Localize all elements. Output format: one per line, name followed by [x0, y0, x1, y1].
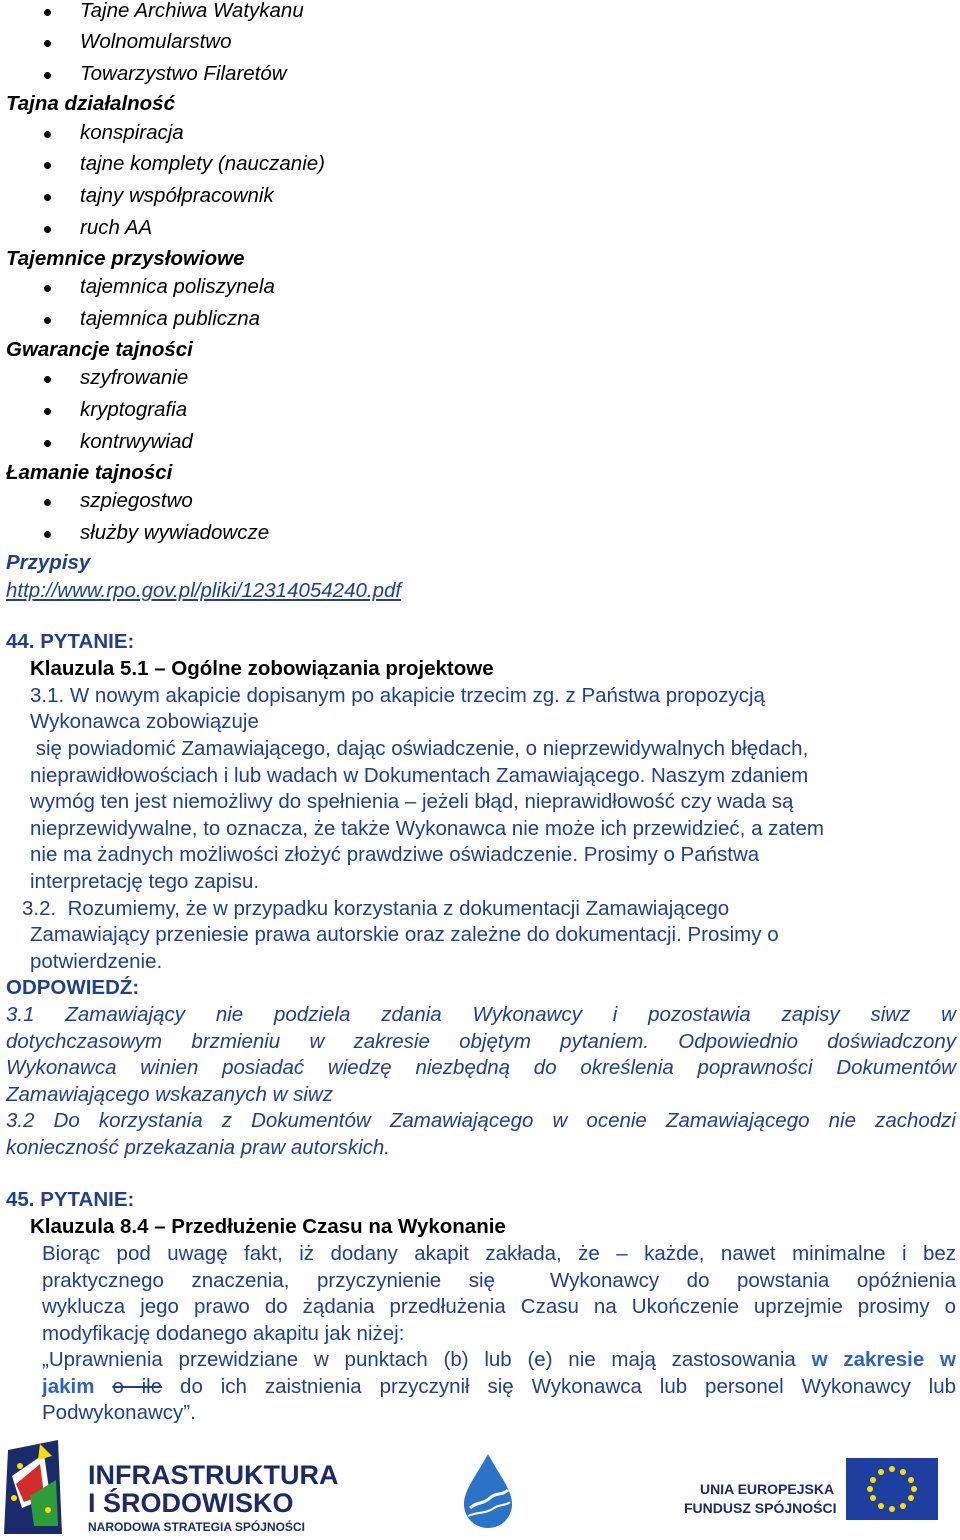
bullet-icon	[44, 194, 51, 201]
question-line: Wykonawca zobowiązuje	[30, 710, 259, 733]
list-item: tajne komplety (nauczanie)	[80, 152, 325, 175]
infrastruktura-logo-icon	[4, 1440, 62, 1534]
bullet-icon	[44, 9, 51, 16]
list-item: tajny współpracownik	[80, 184, 274, 207]
list-item: Tajne Archiwa Watykanu	[80, 0, 304, 22]
footer-logo-strip	[0, 1436, 960, 1540]
footer-logos	[0, 1436, 960, 1540]
eu-flag-icon	[846, 1458, 938, 1520]
list-item: tajemnica poliszynela	[80, 275, 275, 298]
bullet-icon	[44, 72, 51, 79]
question-line: Biorąc pod uwagę fakt, iż dodany akapit zakłada, że – każde, nawet minimalne i bez	[42, 1242, 956, 1265]
answer-body	[6, 1002, 956, 1161]
section-heading: Łamanie tajności	[6, 461, 173, 484]
section-heading: Gwarancje tajności	[6, 338, 193, 361]
question-line: potwierdzenie.	[30, 950, 163, 973]
question-line: 3.2. Rozumiemy, że w przypadku korzystania z dokumentacji Zamawiającego	[22, 897, 730, 920]
quote-text: do ich zaistnienia przyczynił się Wykonawca lub personel Wykonawcy lub	[180, 1374, 957, 1398]
question-line: nie ma żadnych możliwości złożyć prawdziwe oświadczenie. Prosimy o Państwa	[30, 843, 760, 866]
answer-line: dotychczasowym brzmieniu w zakresie objętym pytaniem. Odpowiednio doświadczony	[6, 1029, 956, 1053]
bullet-icon	[44, 162, 51, 169]
bullet-icon	[44, 440, 51, 447]
logo-right-line2: FUNDUSZ SPÓJNOŚCI	[684, 1500, 837, 1516]
list-item: szpiegostwo	[80, 489, 193, 512]
quote-line: Podwykonawcy”.	[42, 1401, 196, 1424]
logo-right-line1: UNIA EUROPEJSKA	[700, 1481, 835, 1497]
logo-left-line2: I ŚRODOWISKO	[88, 1488, 294, 1518]
list-item: Wolnomularstwo	[80, 30, 232, 53]
question-line: nieprawidłowościach i lub wadach w Dokumentach Zamawiającego. Naszym zdaniem	[30, 764, 809, 787]
answer-line: Zamawiającego wskazanych w siwz	[6, 1082, 333, 1106]
quote-line	[42, 1374, 956, 1401]
logo-left-line3: NARODOWA STRATEGIA SPÓJNOŚCI	[88, 1520, 305, 1534]
quote-struck-text: o ile	[112, 1374, 163, 1398]
question-line: wymóg ten jest niemożliwy do spełnienia – jeżeli błąd, nieprawidłowość czy wada są	[30, 790, 794, 813]
water-drop-logo-icon	[464, 1454, 512, 1528]
bullet-icon	[44, 285, 51, 292]
answer-line: konieczność przekazania praw autorskich.	[6, 1135, 390, 1159]
logo-left-line1: INFRASTRUKTURA	[88, 1460, 339, 1490]
clause-title: Klauzula 5.1 – Ogólne zobowiązania projektowe	[30, 657, 494, 680]
question-line: 3.1. W nowym akapicie dopisanym po akapicie trzecim zg. z Państwa propozycją	[30, 684, 765, 707]
question-line: nieprzewidywalne, to oznacza, że także Wykonawca nie może ich przewidzieć, a zatem	[30, 817, 824, 840]
section-heading: Tajna działalność	[6, 92, 175, 115]
quote-line	[42, 1347, 956, 1374]
quote-highlight: jakim	[42, 1374, 95, 1398]
question-line: interpretację tego zapisu.	[30, 870, 260, 893]
question-line: się powiadomić Zamawiającego, dając oświadczenie, o nieprzewidywalnych błędach,	[30, 737, 809, 760]
answer-label: ODPOWIEDŹ:	[6, 976, 140, 999]
question-line: modyfikację dodanego akapitu jak niżej:	[42, 1321, 405, 1345]
list-item: ruch AA	[80, 216, 153, 239]
bullet-icon	[44, 408, 51, 415]
question-line: Zamawiający przeniesie prawa autorskie oraz zależne do dokumentacji. Prosimy o	[30, 923, 779, 946]
bullet-icon	[44, 226, 51, 233]
answer-line: Wykonawca winien posiadać wiedzę niezbędną do określenia poprawności Dokumentów	[6, 1056, 956, 1079]
list-item: kontrwywiad	[80, 430, 193, 453]
bullet-icon	[44, 531, 51, 538]
clause-title: Klauzula 8.4 – Przedłużenie Czasu na Wykonanie	[30, 1215, 506, 1238]
question-label: 45. PYTANIE:	[6, 1188, 135, 1211]
quote-highlight: w zakresie w	[811, 1348, 956, 1371]
bullet-icon	[44, 376, 51, 383]
list-item: tajemnica publiczna	[80, 307, 261, 330]
question-body	[42, 1241, 956, 1427]
list-item: służby wywiadowcze	[80, 521, 270, 544]
list-item: Towarzystwo Filaretów	[80, 62, 287, 85]
footnote-link[interactable]: http://www.rpo.gov.pl/pliki/12314054240.pdf	[6, 579, 402, 602]
list-item: kryptografia	[80, 398, 188, 421]
quote-text: „Uprawnienia przewidziane w punktach (b) lub (e) nie mają zastosowania	[42, 1348, 796, 1371]
list-item: szyfrowanie	[80, 366, 189, 389]
question-label: 44. PYTANIE:	[6, 630, 135, 653]
question-line: wyklucza jego prawo do żądania przedłużenia Czasu na Ukończenie uprzejmie prosimy o	[42, 1295, 956, 1318]
answer-line: 3.1 Zamawiający nie podziela zdania Wykonawcy i pozostawia zapisy siwz w	[6, 1003, 956, 1026]
bullet-icon	[44, 40, 51, 47]
footnotes-heading: Przypisy	[6, 551, 91, 574]
list-item: konspiracja	[80, 121, 184, 144]
section-heading: Tajemnice przysłowiowe	[6, 247, 245, 270]
bullet-icon	[44, 317, 51, 324]
bullet-icon	[44, 499, 51, 506]
bullet-icon	[44, 131, 51, 138]
question-line: praktycznego znaczenia, przyczynienie się Wykonawcy do powstania opóźnienia	[42, 1268, 956, 1292]
answer-line: 3.2 Do korzystania z Dokumentów Zamawiającego w ocenie Zamawiającego nie zachodzi	[6, 1109, 956, 1132]
